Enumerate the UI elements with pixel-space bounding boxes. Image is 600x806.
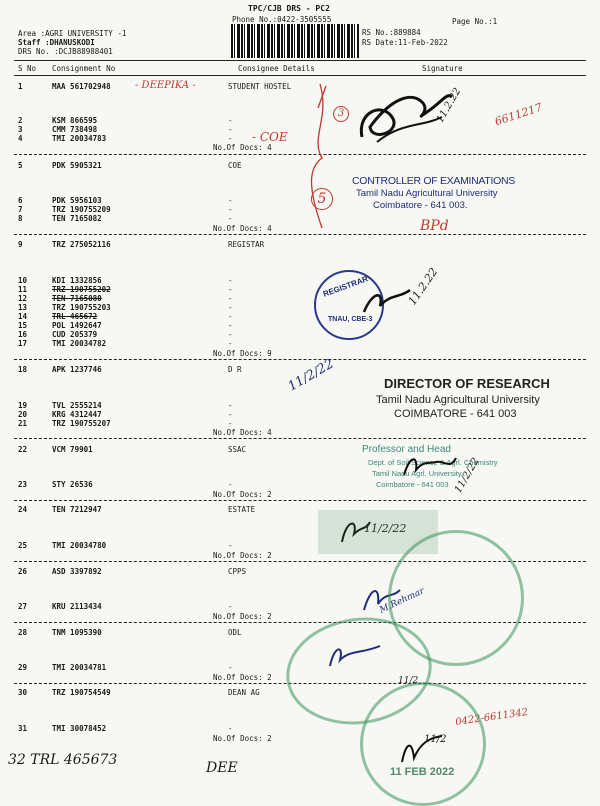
row-consignee: - bbox=[228, 294, 233, 303]
row-consignee: CPPS bbox=[228, 567, 247, 576]
handwritten-initials: BPd bbox=[420, 218, 449, 234]
col-sno: S No bbox=[18, 64, 37, 73]
row-consignee: - bbox=[228, 303, 233, 312]
row-sno: 12 bbox=[18, 294, 28, 303]
row-consignment: TMI 20034783 bbox=[52, 134, 107, 143]
signature-name: M.Rehmar bbox=[378, 586, 427, 616]
row-consignment: CUD 205379 bbox=[52, 330, 98, 339]
docs-count: No.Of Docs: 4 bbox=[213, 143, 272, 152]
col-signature: Signature bbox=[422, 64, 463, 73]
row-sno: 31 bbox=[18, 724, 28, 733]
row-sno: 28 bbox=[18, 628, 28, 637]
row-consignment: TRZ 275052116 bbox=[52, 240, 111, 249]
handwritten-note: DEE bbox=[206, 760, 238, 776]
row-consignee: D R bbox=[228, 365, 242, 374]
row-sno: 14 bbox=[18, 312, 28, 321]
seal-date: 11 FEB 2022 bbox=[390, 766, 455, 778]
row-consignment: TNM 1095390 bbox=[52, 628, 102, 637]
row-consignment: PDK 5905321 bbox=[52, 161, 102, 170]
row-consignment: TRZ 190755209 bbox=[52, 205, 111, 214]
circled-count: 5 bbox=[311, 188, 333, 210]
row-consignment: TEN 7212947 bbox=[52, 505, 102, 514]
divider bbox=[14, 500, 586, 501]
rs-number: RS No.:889884 bbox=[362, 28, 421, 37]
row-consignee: - bbox=[228, 116, 233, 125]
docs-count: No.Of Docs: 4 bbox=[213, 224, 272, 233]
docs-count: No.Of Docs: 2 bbox=[213, 551, 272, 560]
row-sno: 25 bbox=[18, 541, 28, 550]
signature-date: 11/2 bbox=[398, 676, 419, 686]
divider bbox=[14, 60, 586, 61]
row-sno: 11 bbox=[18, 285, 28, 294]
row-consignment: VCM 79901 bbox=[52, 445, 93, 454]
row-sno: 8 bbox=[18, 214, 23, 223]
row-sno: 30 bbox=[18, 688, 28, 697]
area-label: Area :AGRI UNIVERSITY -1 bbox=[18, 29, 127, 38]
row-consignee: ESTATE bbox=[228, 505, 256, 514]
phone-number: Phone No.:0422-3505555 bbox=[232, 15, 332, 24]
row-sno: 17 bbox=[18, 339, 28, 348]
row-consignee: - bbox=[228, 205, 233, 214]
row-sno: 13 bbox=[18, 303, 28, 312]
row-sno: 9 bbox=[18, 240, 23, 249]
row-consignee: - bbox=[228, 724, 233, 733]
row-consignee: - bbox=[228, 602, 233, 611]
bracket-mark bbox=[290, 78, 340, 238]
row-sno: 7 bbox=[18, 205, 23, 214]
divider bbox=[14, 438, 586, 439]
signature-date: 11/2/22 bbox=[452, 456, 482, 495]
docs-count: No.Of Docs: 4 bbox=[213, 428, 272, 437]
row-consignee: REGISTAR bbox=[228, 240, 265, 249]
row-sno: 23 bbox=[18, 480, 28, 489]
handwritten-row: 32 TRL 465673 bbox=[8, 752, 118, 768]
row-sno: 20 bbox=[18, 410, 28, 419]
rs-date: RS Date:11-Feb-2022 bbox=[362, 38, 448, 47]
row-sno: 2 bbox=[18, 116, 23, 125]
row-sno: 19 bbox=[18, 401, 28, 410]
col-consignee: Consignee Details bbox=[238, 64, 315, 73]
row-sno: 16 bbox=[18, 330, 28, 339]
col-consignment: Consignment No bbox=[52, 64, 116, 73]
row-consignment: APK 1237746 bbox=[52, 365, 102, 374]
row-consignee: - bbox=[228, 330, 233, 339]
handwritten-name: - DEEPIKA - bbox=[135, 80, 196, 91]
row-consignee: - bbox=[228, 419, 233, 428]
row-consignee: - bbox=[228, 312, 233, 321]
row-consignee: ODL bbox=[228, 628, 242, 637]
row-sno: 15 bbox=[18, 321, 28, 330]
row-sno: 3 bbox=[18, 125, 23, 134]
row-consignment: TMI 20034780 bbox=[52, 541, 107, 550]
row-consignee: - bbox=[228, 339, 233, 348]
stamp-line: Coimbatore - 641 003. bbox=[373, 200, 468, 211]
signature-scribble bbox=[320, 636, 400, 676]
row-consignee: - bbox=[228, 480, 233, 489]
row-consignment: STY 26536 bbox=[52, 480, 93, 489]
docs-count: No.Of Docs: 2 bbox=[213, 734, 272, 743]
signature-date: 11.2.22 bbox=[434, 86, 464, 125]
docs-count: No.Of Docs: 2 bbox=[213, 612, 272, 621]
stamp-line: Tamil Nadu Agricultural University bbox=[376, 394, 540, 406]
docs-count: No.Of Docs: 9 bbox=[213, 349, 272, 358]
stamp-line: Professor and Head bbox=[362, 444, 451, 455]
handwritten-note: - COE bbox=[252, 130, 288, 144]
row-consignment: MAA 561702948 bbox=[52, 82, 111, 91]
row-sno: 24 bbox=[18, 505, 28, 514]
row-consignment: CMM 738498 bbox=[52, 125, 98, 134]
stamp-line: DIRECTOR OF RESEARCH bbox=[384, 376, 550, 391]
row-consignee: DEAN AG bbox=[228, 688, 260, 697]
signature-date: 11.2.22 bbox=[405, 265, 441, 308]
seal-text: REGISTRAR bbox=[321, 274, 370, 299]
drs-number: DRS No. :DCJB88988401 bbox=[18, 47, 113, 56]
stamp-line: Tamil Nadu Agrl. University bbox=[372, 469, 462, 478]
barcode bbox=[231, 24, 359, 58]
row-consignment: TRZ 190755203 bbox=[52, 303, 111, 312]
row-consignment: KSM 866595 bbox=[52, 116, 98, 125]
staff-label: Staff :DHANUSKODI bbox=[18, 38, 95, 47]
row-consignee: - bbox=[228, 196, 233, 205]
row-consignee: STUDENT HOSTEL bbox=[228, 82, 292, 91]
row-consignment: TMI 20034781 bbox=[52, 663, 107, 672]
row-consignment: TRZ 190755202 bbox=[52, 285, 111, 294]
circled-count: 3 bbox=[333, 106, 349, 122]
row-consignee: SSAC bbox=[228, 445, 247, 454]
row-consignment: KRG 4312447 bbox=[52, 410, 102, 419]
row-sno: 10 bbox=[18, 276, 28, 285]
row-sno: 22 bbox=[18, 445, 28, 454]
stamp-line: Dept. of Soil Science & Agrl. Chemistry bbox=[368, 458, 498, 467]
row-consignment: TMI 20034782 bbox=[52, 339, 107, 348]
row-consignee: - bbox=[228, 401, 233, 410]
row-sno: 29 bbox=[18, 663, 28, 672]
row-consignment: POL 1492647 bbox=[52, 321, 102, 330]
row-consignee: - bbox=[228, 214, 233, 223]
signature-date: 11/2/22 bbox=[364, 522, 407, 535]
seal-text: TNAU, CBE-3 bbox=[328, 316, 373, 323]
handwritten-phone: 6611217 bbox=[493, 100, 544, 129]
row-consignment: TEN 7165080 bbox=[52, 294, 102, 303]
row-sno: 1 bbox=[18, 82, 23, 91]
row-consignee: - bbox=[228, 285, 233, 294]
row-consignee: COE bbox=[228, 161, 242, 170]
row-consignee: - bbox=[228, 125, 233, 134]
row-consignee: - bbox=[228, 276, 233, 285]
handwritten-phone: 0422-6611342 bbox=[454, 706, 529, 729]
row-sno: 26 bbox=[18, 567, 28, 576]
row-sno: 6 bbox=[18, 196, 23, 205]
divider bbox=[14, 75, 586, 76]
row-consignment: KDI 1332856 bbox=[52, 276, 102, 285]
row-consignment: TRZ 190755207 bbox=[52, 419, 111, 428]
docs-count: No.Of Docs: 2 bbox=[213, 673, 272, 682]
stamp-line: COIMBATORE - 641 003 bbox=[394, 408, 517, 420]
row-consignment: TEN 7165082 bbox=[52, 214, 102, 223]
row-sno: 5 bbox=[18, 161, 23, 170]
row-consignment: PDK 5956103 bbox=[52, 196, 102, 205]
stamp-line: CONTROLLER OF EXAMINATIONS bbox=[352, 175, 515, 187]
docs-count: No.Of Docs: 2 bbox=[213, 490, 272, 499]
signature-scribble bbox=[400, 450, 460, 485]
row-consignee: - bbox=[228, 410, 233, 419]
row-consignee: - bbox=[228, 134, 233, 143]
stamp-line: Tamil Nadu Agricultural University bbox=[356, 188, 498, 199]
row-consignee: - bbox=[228, 541, 233, 550]
row-sno: 27 bbox=[18, 602, 28, 611]
row-consignment: TRL 465672 bbox=[52, 312, 98, 321]
row-sno: 21 bbox=[18, 419, 28, 428]
row-consignment: TMI 30078452 bbox=[52, 724, 107, 733]
handwritten-date: 11/2/22 bbox=[285, 356, 337, 395]
row-consignment: TRZ 190754549 bbox=[52, 688, 111, 697]
signature-date: 11/2 bbox=[424, 734, 447, 745]
row-consignee: - bbox=[228, 321, 233, 330]
page-number: Page No.:1 bbox=[452, 17, 498, 26]
row-sno: 18 bbox=[18, 365, 28, 374]
row-consignment: KRU 2113434 bbox=[52, 602, 102, 611]
row-consignee: - bbox=[228, 663, 233, 672]
row-consignment: TVL 2555214 bbox=[52, 401, 102, 410]
row-consignment: ASD 3397892 bbox=[52, 567, 102, 576]
stamp-line: Coimbatore - 641 003 bbox=[376, 480, 449, 489]
report-title: TPC/CJB DRS - PC2 bbox=[248, 4, 330, 13]
divider bbox=[14, 359, 586, 360]
row-sno: 4 bbox=[18, 134, 23, 143]
